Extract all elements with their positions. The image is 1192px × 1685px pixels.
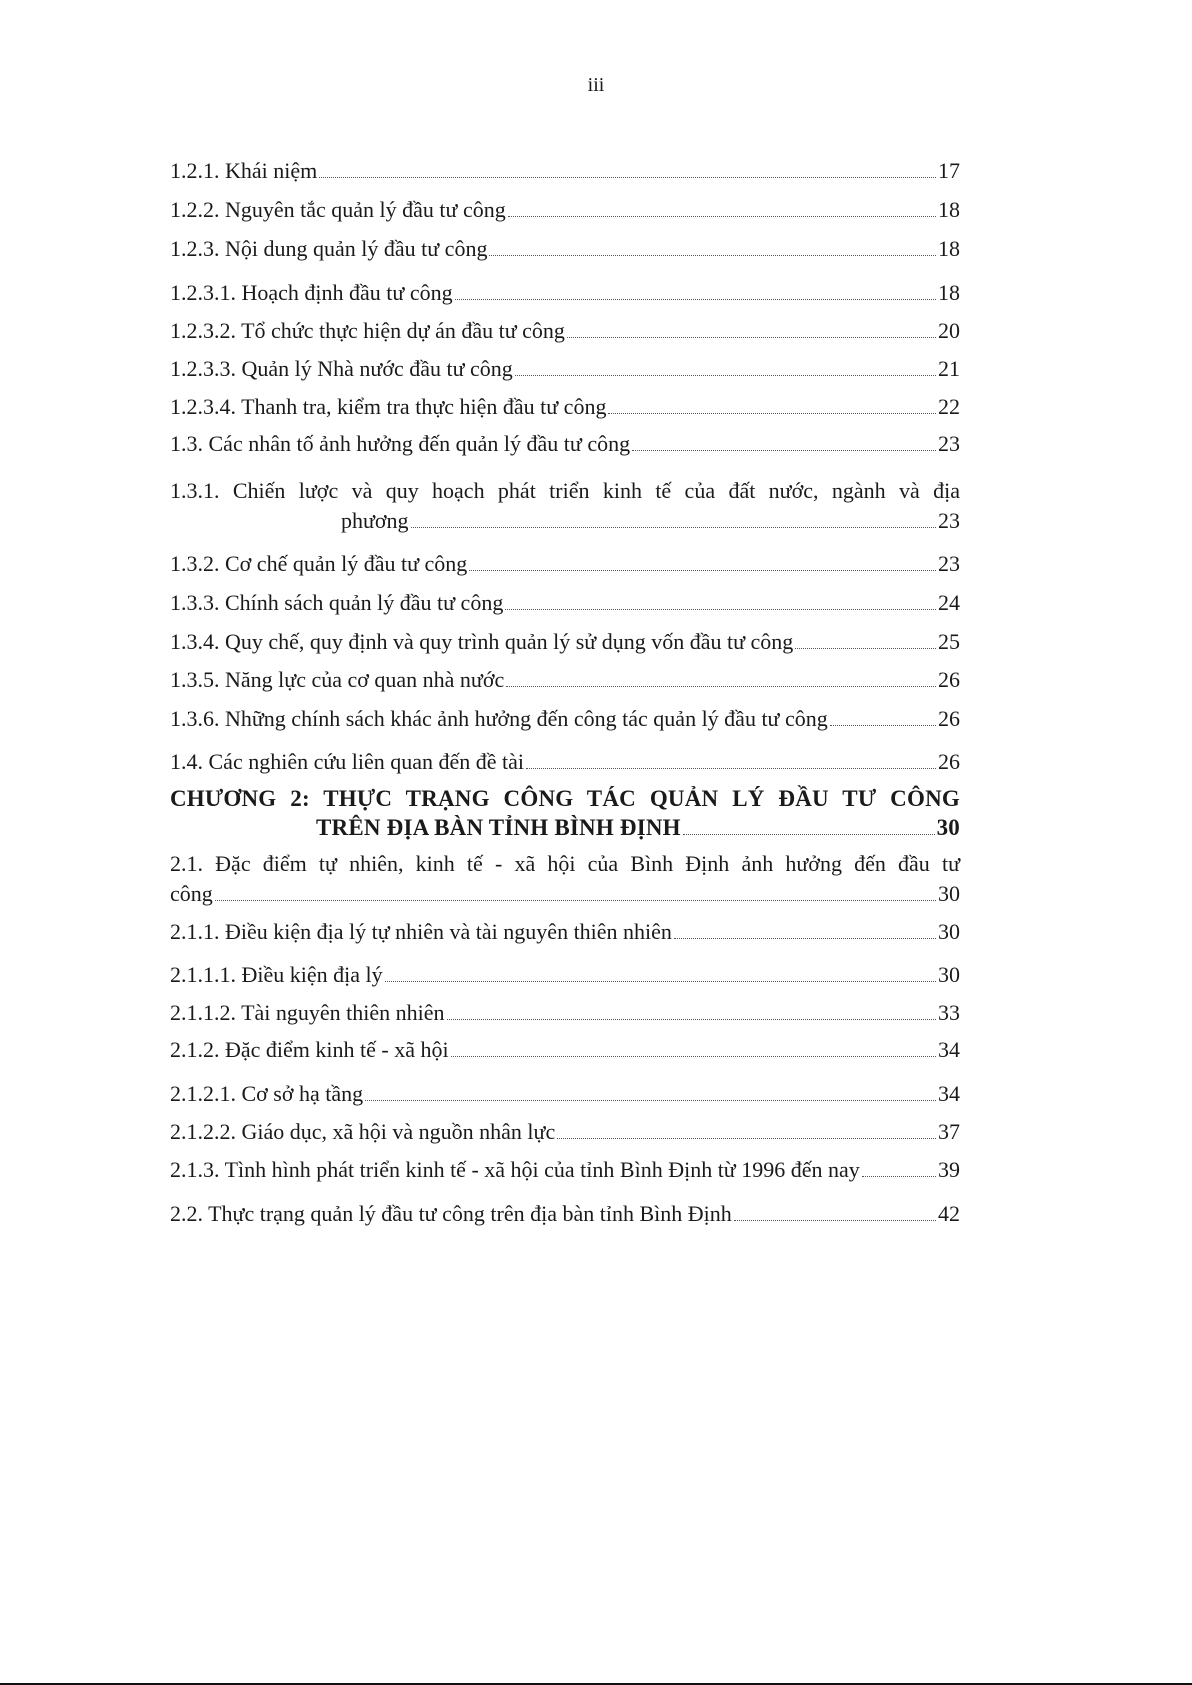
toc-entry-label: 1.2.3.1. Hoạch định đầu tư công [170,280,453,305]
toc-entry-page: 23 [938,551,960,576]
toc-entry-page: 33 [938,1000,960,1025]
dot-leader [365,1100,936,1101]
toc-entry-page: 22 [938,394,960,419]
toc-entry-label: 2.1.2.2. Giáo dục, xã hội và nguồn nhân lực [170,1119,556,1144]
toc-entry-label: 2.1.1.2. Tài nguyên thiên nhiên [170,1000,445,1025]
toc-entry[interactable] [170,919,960,945]
toc-entry-page: 18 [938,236,960,261]
toc-entry-label: 1.3. Các nhân tố ảnh hưởng đến quản lý đầu tư công [170,431,631,456]
dot-leader [489,255,936,256]
toc-entry[interactable] [170,318,960,344]
dot-leader [862,1176,936,1177]
toc-entry[interactable] [170,197,960,223]
toc-entry[interactable] [170,158,960,184]
toc-entry-label-continuation: phương [341,508,409,533]
toc-entry-label: 2.1.2. Đặc điểm kinh tế - xã hội [170,1037,449,1062]
toc-entry[interactable] [170,356,960,382]
toc-entry[interactable] [170,667,960,693]
toc-entry-label: 1.2.3. Nội dung quản lý đầu tư công [170,236,488,261]
dot-leader [608,413,936,414]
toc-entry-page: 21 [938,356,960,381]
toc-entry[interactable] [170,1081,960,1107]
toc-entry-label: 1.2.3.4. Thanh tra, kiểm tra thực hiện đầu tư công [170,394,607,419]
dot-leader [411,527,936,528]
toc-entry-page: 23 [938,508,960,533]
toc-entry-page: 20 [938,318,960,343]
toc-entry-page: 26 [938,667,960,692]
toc-entry[interactable] [170,236,960,262]
toc-entry[interactable] [170,431,960,457]
dot-leader [215,900,936,901]
toc-entry[interactable] [170,1037,960,1063]
dot-leader [508,216,936,217]
dot-leader [319,177,936,178]
toc-entry[interactable] [170,749,960,775]
toc-entry-page: 18 [938,197,960,222]
toc-entry-label: 1.2.3.2. Tổ chức thực hiện dự án đầu tư công [170,318,565,343]
page-number: iii [587,74,605,96]
toc-entry[interactable] [170,851,960,907]
toc-entry[interactable] [170,629,960,655]
toc-entry-label: 2.2. Thực trạng quản lý đầu tư công trên địa bàn tỉnh Bình Định [170,1201,732,1226]
dot-leader [734,1220,936,1221]
toc-entry-page: 18 [938,280,960,305]
toc-entry-page: 42 [938,1201,960,1226]
toc-entry-page: 34 [938,1037,960,1062]
toc-entry-page: 23 [938,431,960,456]
dot-leader [557,1138,936,1139]
toc-entry-label: 2.1.1.1. Điều kiện địa lý [170,962,383,987]
toc-entry-page: 26 [938,706,960,731]
toc-entry[interactable] [170,551,960,577]
toc-entry-label: 1.2.1. Khái niệm [170,158,318,183]
toc-entry[interactable] [170,394,960,420]
toc-entry-page: 17 [938,158,960,183]
toc-entry-label: 2.1.1. Điều kiện địa lý tự nhiên và tài nguyên thiên nhiên [170,919,672,944]
dot-leader [447,1019,936,1020]
toc-entry-page: 37 [938,1119,960,1144]
toc-entry-label: 1.3.2. Cơ chế quản lý đầu tư công [170,551,468,576]
dot-leader [515,375,936,376]
dot-leader [674,938,936,939]
toc-entry[interactable] [170,590,960,616]
toc-entry-label: 1.3.5. Năng lực của cơ quan nhà nước [170,667,505,692]
dot-leader [567,337,936,338]
toc-entry-label: 2.1.2.1. Cơ sở hạ tầng [170,1081,364,1106]
toc-entry-label: 1.3.4. Quy chế, quy định và quy trình quản lý sử dụng vốn đầu tư công [170,629,794,654]
toc-entry[interactable] [170,1119,960,1145]
dot-leader [526,768,936,769]
dot-leader [795,648,936,649]
toc-entry-page: 30 [938,881,960,906]
dot-leader [506,686,936,687]
toc-entry-label-continuation: công [170,881,213,906]
dot-leader [451,1056,936,1057]
toc-entry-label: 2.1.3. Tình hình phát triển kinh tế - xã hội của tỉnh Bình Định từ 1996 đến nay [170,1157,860,1182]
toc-chapter-label-continuation: TRÊN ĐỊA BÀN TỈNH BÌNH ĐỊNH [316,815,681,840]
dot-leader [683,834,935,835]
toc-entry[interactable] [170,1157,960,1183]
dot-leader [830,725,936,726]
toc-entry-page: 39 [938,1157,960,1182]
toc-entry[interactable] [170,1201,960,1227]
toc-entry[interactable] [170,706,960,732]
toc-entry[interactable] [170,280,960,306]
dot-leader [632,450,936,451]
toc-entry-label: 1.3.6. Những chính sách khác ảnh hưởng đến công tác quản lý đầu tư công [170,706,828,731]
toc-entry[interactable] [170,962,960,988]
toc-entry-page: 34 [938,1081,960,1106]
dot-leader [505,609,936,610]
toc-entry-label: 1.2.2. Nguyên tắc quản lý đầu tư công [170,197,506,222]
toc-entry-page: 24 [938,590,960,615]
toc-entry-label: 2.1. Đặc điểm tự nhiên, kinh tế - xã hội của Bình Định ảnh hưởng đến đầu tư [170,851,960,876]
toc-entry-label: 1.4. Các nghiên cứu liên quan đến đề tài [170,749,525,774]
dot-leader [469,570,936,571]
toc-entry-label: 1.3.1. Chiến lược và quy hoạch phát triển kinh tế của đất nước, ngành và địa [170,478,960,503]
toc-entry-page: 30 [936,815,960,840]
toc-entry-label: 1.3.3. Chính sách quản lý đầu tư công [170,590,504,615]
toc-entry[interactable] [170,478,960,534]
dot-leader [385,981,936,982]
toc-entry-page: 30 [938,919,960,944]
toc-entry-label: 1.2.3.3. Quản lý Nhà nước đầu tư công [170,356,513,381]
toc-entry-page: 25 [938,629,960,654]
toc-entry-page: 26 [938,749,960,774]
toc-entry-page: 30 [938,962,960,987]
toc-entry[interactable] [170,1000,960,1026]
dot-leader [455,299,936,300]
toc-chapter-entry[interactable] [170,786,960,841]
toc-chapter-label: CHƯƠNG 2: THỰC TRẠNG CÔNG TÁC QUẢN LÝ ĐẦU TƯ CÔNG [170,786,960,811]
